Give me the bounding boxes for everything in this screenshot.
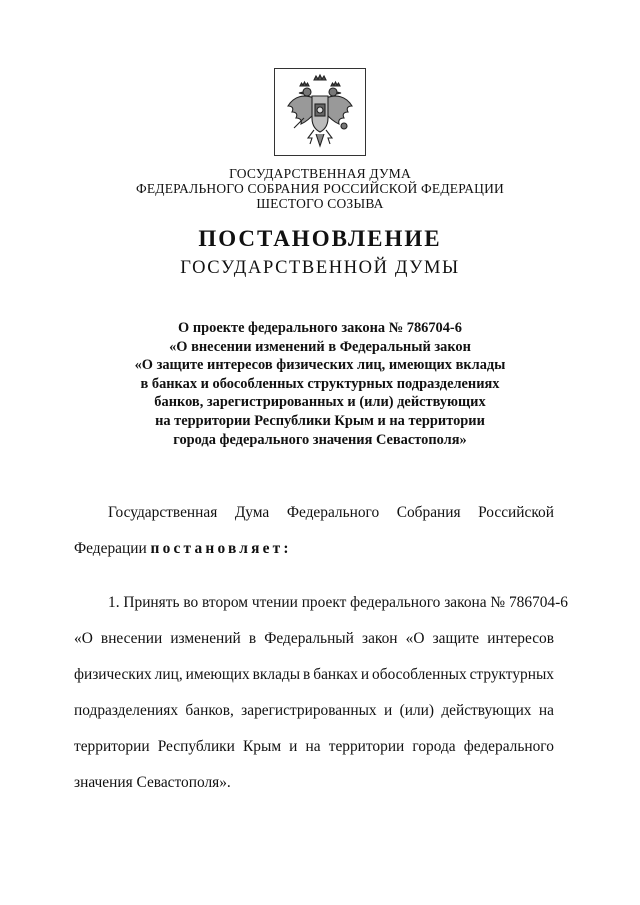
word: Республики [157, 738, 235, 755]
document-subtitle: ГОСУДАРСТВЕННОЙ ДУМЫ [180, 258, 460, 278]
word: в [248, 630, 257, 647]
word: структурных [469, 666, 554, 683]
word: в [303, 666, 311, 683]
decision-keyword: постановляет: [150, 540, 292, 557]
word: защите [432, 630, 480, 647]
word: интересов [487, 630, 554, 647]
word: и [360, 666, 370, 683]
subject-line: О проекте федерального закона № 786704-6 [178, 320, 462, 336]
word: обособленных [372, 666, 467, 683]
word: «О [405, 630, 425, 647]
issuer-header [0, 166, 640, 211]
subject-line: банков, зарегистрированных и (или) действующих [154, 394, 486, 411]
word: физических [74, 666, 152, 683]
word: лиц, [154, 666, 183, 683]
resolution-subject [0, 319, 640, 449]
word: территории [328, 738, 405, 755]
clause-line-2 [74, 621, 554, 657]
word: и [289, 738, 298, 755]
word: закон [362, 630, 398, 647]
clause-line-4 [74, 693, 554, 729]
clause-text: 1. Принять во втором чтении проект федерального закона № 786704-6 [108, 594, 568, 611]
clause-line-6 [74, 765, 554, 801]
document-title: ПОСТАНОВЛЕНИЕ [198, 226, 442, 251]
state-emblem [274, 68, 366, 156]
header-line-3: ШЕСТОГО СОЗЫВА [256, 196, 384, 211]
word: Дума [234, 504, 270, 521]
clause-line-3 [74, 657, 554, 693]
word: Собрания [396, 504, 461, 521]
subject-line: в банках и обособленных структурных подразделениях [140, 375, 500, 392]
word: имеющих [185, 666, 250, 683]
word: вклады [252, 666, 301, 683]
word: зарегистрированных [241, 702, 377, 719]
word: города [412, 738, 456, 755]
intro-paragraph [74, 495, 554, 567]
word: на [538, 702, 554, 719]
word: изменений [170, 630, 241, 647]
header-line-1: ГОСУДАРСТВЕННАЯ ДУМА [229, 166, 411, 181]
double-headed-eagle-icon [284, 72, 356, 152]
word: Крым [243, 738, 282, 755]
word: Федерации [74, 540, 147, 557]
word: Федерального [286, 504, 380, 521]
word: действующих [441, 702, 532, 719]
word: Российской [478, 504, 554, 521]
word: территории [74, 738, 150, 755]
clause-line-1 [74, 585, 568, 621]
word: и [383, 702, 393, 719]
intro-line-1 [74, 495, 554, 531]
word: подразделениях [74, 702, 179, 719]
word: банках [313, 666, 358, 683]
word: «О [74, 630, 93, 647]
word: (или) [399, 702, 434, 719]
subject-line: города федерального значения Севастополя» [173, 431, 467, 448]
word: Федеральный [264, 630, 354, 647]
subject-line: «О внесении изменений в Федеральный закон [169, 338, 471, 355]
clause-text: значения Севастополя». [74, 774, 231, 791]
clause-1 [74, 585, 568, 801]
subject-line: на территории Республики Крым и на территории [155, 412, 485, 429]
word: банков, [185, 702, 234, 719]
word: на [305, 738, 321, 755]
word: федерального [463, 738, 554, 755]
word: Государственная [108, 504, 218, 521]
header-line-2: ФЕДЕРАЛЬНОГО СОБРАНИЯ РОССИЙСКОЙ ФЕДЕРАЦИИ [136, 181, 504, 196]
clause-line-5 [74, 729, 554, 765]
intro-line-2 [74, 531, 554, 567]
subject-line: «О защите интересов физических лиц, имеющих вклады [134, 357, 506, 374]
word: внесении [100, 630, 163, 647]
